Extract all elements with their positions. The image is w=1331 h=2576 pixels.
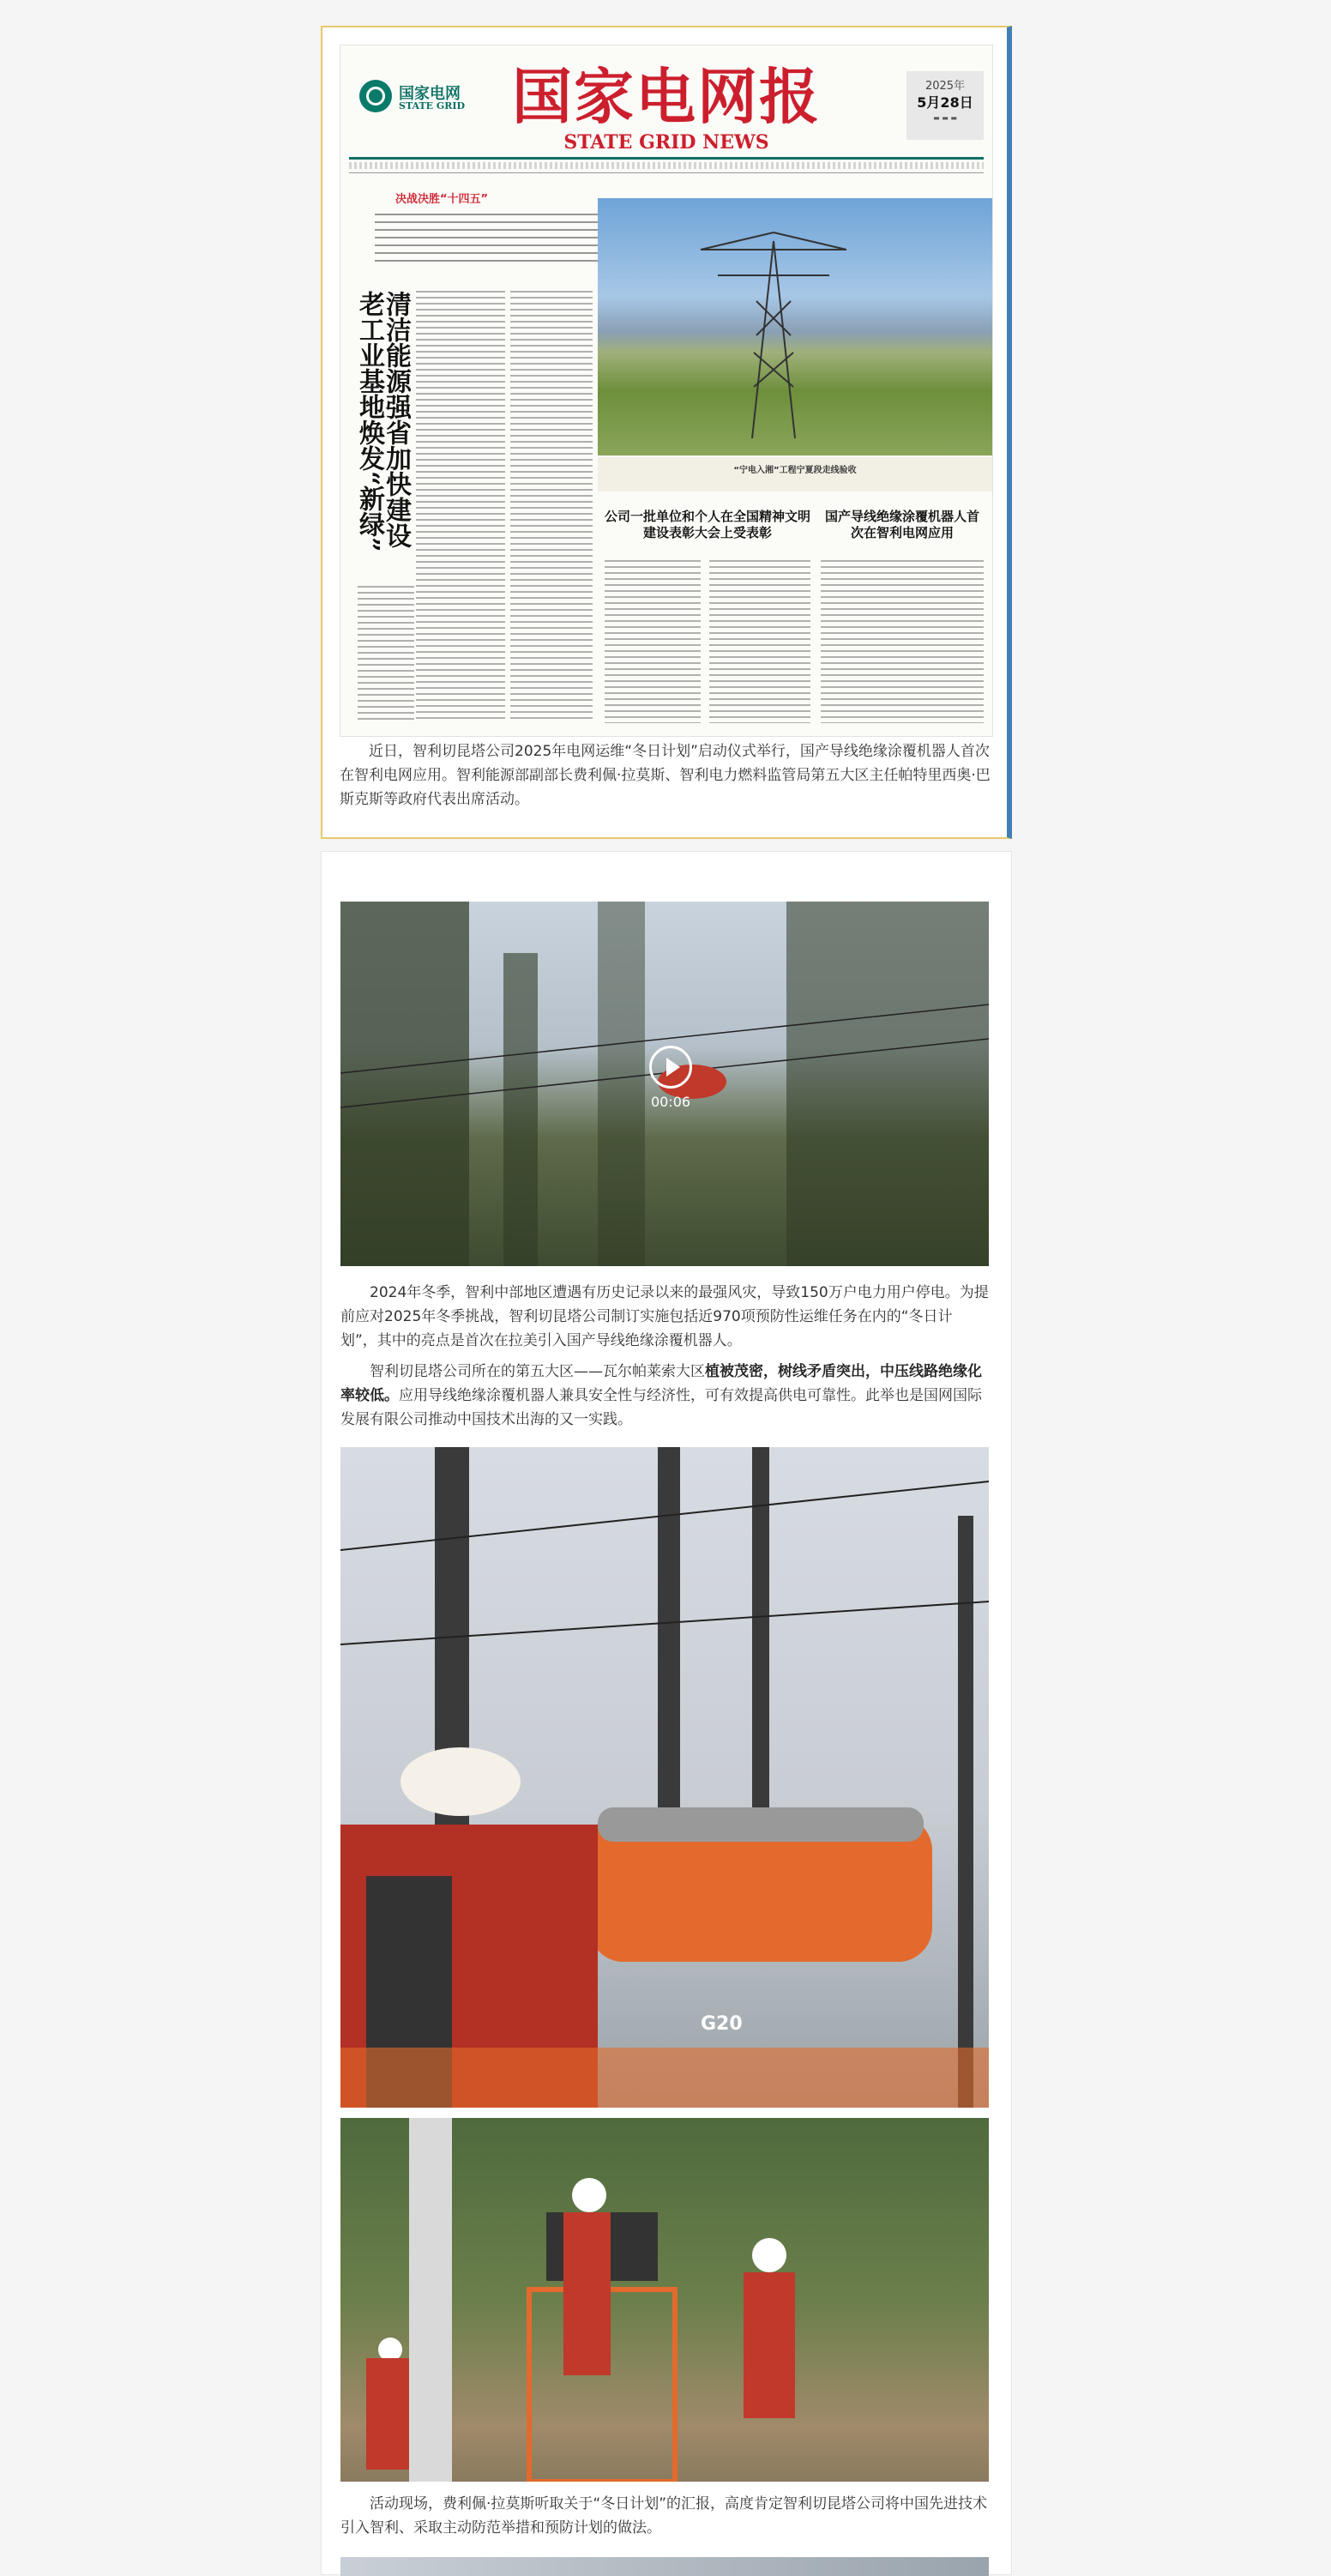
- play-icon[interactable]: [649, 1046, 692, 1089]
- article-column: [416, 291, 505, 720]
- paragraph-2-start: 智利切昆塔公司所在的第五大区——瓦尔帕莱索大区: [370, 1363, 705, 1380]
- paragraph-2-end: 应用导线绝缘涂覆机器人兼具安全性与经济性，可有效提高供电可靠性。此举也是国网国际发展有限公司推动中国技术出海的又一实践。: [340, 1387, 982, 1428]
- paragraph-2: [340, 1360, 989, 1432]
- caption-paragraph: 近日，智利切昆塔公司2025年电网运维“冬日计划”启动仪式举行，国产导线绝缘涂覆机器人首次在智利电网应用。智利能源部副部长费利佩·拉莫斯、智利电力燃料监管局第五大区主任帕特里西奥·巴斯克斯等政府代表出席活动。: [340, 743, 991, 808]
- article-column: [510, 291, 593, 720]
- article-column: [358, 586, 414, 720]
- date-detail: ▬ ▬ ▬: [933, 114, 957, 122]
- headline-left: 公司一批单位和个人在全国精神文明建设表彰大会上受表彰: [605, 509, 811, 540]
- newspaper-header: [340, 45, 992, 154]
- video-player[interactable]: [340, 902, 989, 1266]
- section-tag: 决战决胜“十四五”: [395, 193, 489, 206]
- header-rule: [349, 157, 984, 160]
- front-page-photo: [598, 198, 992, 455]
- header-rule-thin: [349, 172, 984, 173]
- date-box: [906, 71, 984, 140]
- article-column: [605, 560, 701, 723]
- logo-text-cn: 国家电网: [399, 85, 461, 103]
- paragraph-1: 2024年冬季，智利中部地区遭遇有历史记录以来的最强风灾，导致150万户电力用户停电。为提前应对2025年冬季挑战，智利切昆塔公司制订实施包括近970项预防性运维任务在内的“冬日计划”，其中的亮点是首次在拉美引入国产导线绝缘涂覆机器人。: [340, 1284, 989, 1349]
- masthead-subtitle: STATE GRID NEWS: [563, 131, 769, 154]
- paragraph-2-bold: 植被茂密，树线矛盾突出，中压线路绝缘化率较低。: [340, 1363, 982, 1404]
- next-photo-top-edge: [340, 2557, 989, 2576]
- masthead-title: 国家电网报: [512, 61, 821, 132]
- article-card: [321, 851, 1012, 2575]
- transmission-tower-icon: [692, 215, 855, 438]
- article-column: [821, 560, 984, 723]
- state-grid-logo-icon: [359, 80, 392, 112]
- date-day: 5月28日: [917, 94, 973, 111]
- lead-text-block: [375, 214, 632, 267]
- logo-text-en: STATE GRID: [399, 100, 466, 112]
- field-crew-illustration: [340, 2118, 989, 2482]
- field-crew-photo: [340, 2118, 989, 2482]
- date-year: 2025年: [924, 80, 966, 93]
- paragraph-3: 活动现场，费利佩·拉莫斯听取关于“冬日计划”的汇报，高度肯定智利切昆塔公司将中国先进技术引入智利、采取主动防范举措和预防计划的做法。: [340, 2495, 988, 2537]
- robot-installation-photo: [340, 1447, 989, 2108]
- video-duration: 00:06: [650, 1094, 691, 1110]
- robot-label: G20: [701, 2013, 743, 2035]
- header-fineprint: [349, 162, 984, 169]
- newspaper-card: [321, 26, 1012, 839]
- article-column: [709, 560, 810, 723]
- photo-caption: “宁电入湘”工程宁夏段走线验收: [733, 466, 857, 475]
- newspaper-page-image[interactable]: [340, 45, 993, 737]
- robot-photo-illustration: [340, 1447, 989, 2108]
- headline-right: 国产导线绝缘涂覆机器人首次在智利电网应用: [824, 509, 979, 540]
- photo-caption-box: [598, 457, 992, 492]
- vertical-headline: 清洁能源强省加快建设 老工业基地焕发“新绿”: [354, 291, 411, 552]
